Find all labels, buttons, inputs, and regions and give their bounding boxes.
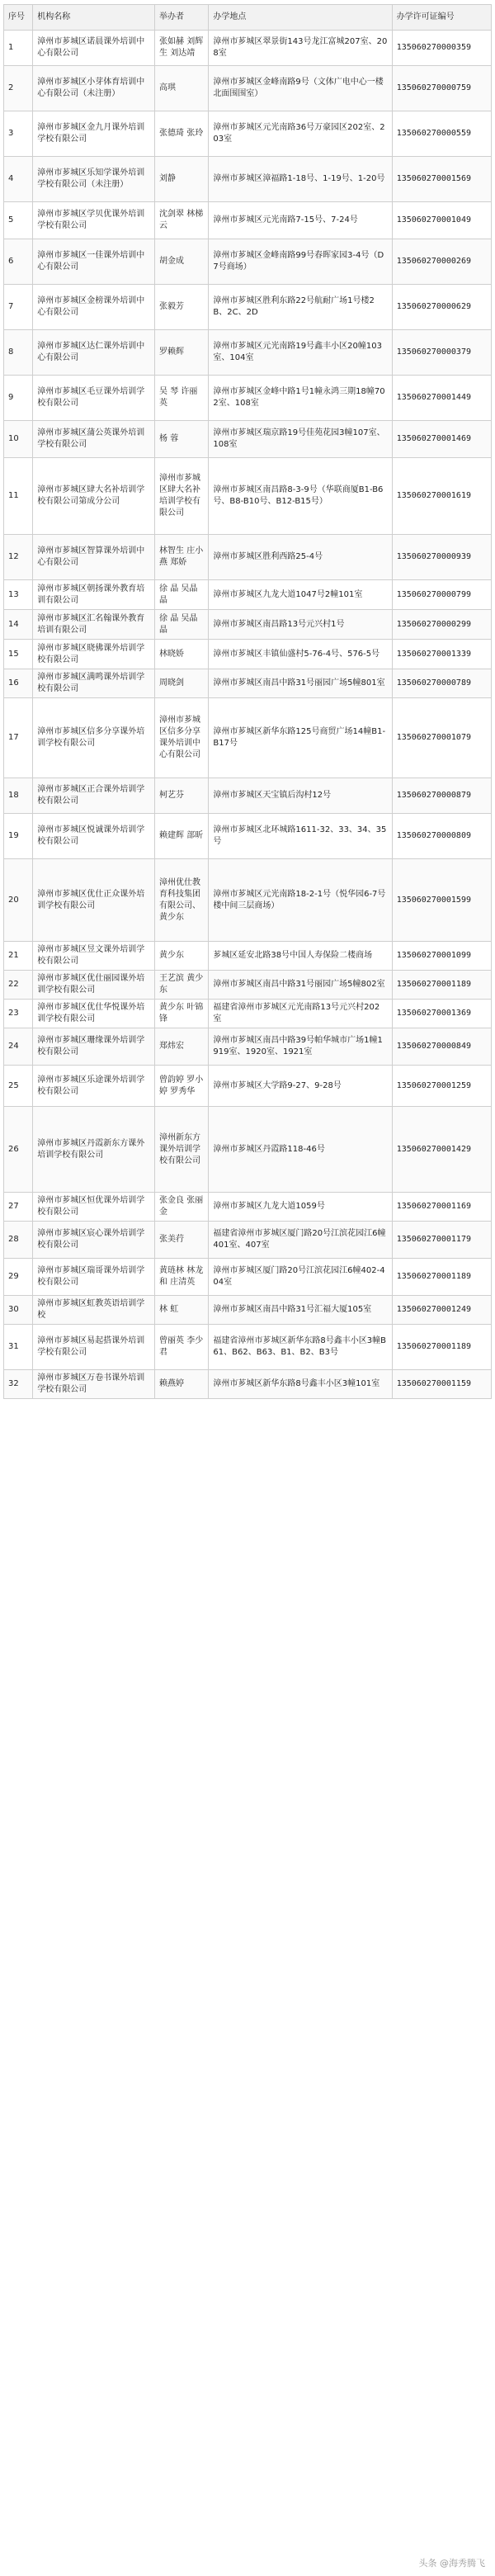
- row-sponsor: 漳州市芗城区信多分享课外培训中心有限公司: [155, 698, 209, 778]
- row-index: 23: [4, 1000, 33, 1028]
- row-sponsor: 周晓剑: [155, 669, 209, 698]
- row-org-name: 漳州市芗城区正合课外培训学校有限公司: [33, 778, 155, 814]
- header-address: 办学地点: [209, 5, 392, 31]
- row-sponsor: 漳州市芗城区肆大名补培训学校有限公司: [155, 458, 209, 535]
- row-address: 漳州市芗城区南昌路8-3-9号（华联商厦B1-B6号、B8-B10号、B12-B15号）: [209, 458, 392, 535]
- row-license-no: 135060270000629: [392, 285, 491, 330]
- row-sponsor: 林 虹: [155, 1296, 209, 1325]
- table-row: [4, 1028, 492, 1066]
- row-index: 12: [4, 535, 33, 580]
- row-license-no: 135060270000879: [392, 778, 491, 814]
- row-sponsor: 高琪: [155, 66, 209, 111]
- row-license-no: 135060270001249: [392, 1296, 491, 1325]
- header-sponsor: 举办者: [155, 5, 209, 31]
- row-index: 14: [4, 610, 33, 640]
- row-license-no: 135060270001179: [392, 1222, 491, 1259]
- row-license-no: 135060270001079: [392, 698, 491, 778]
- table-row: [4, 698, 492, 778]
- row-license-no: 135060270001469: [392, 421, 491, 458]
- row-org-name: 漳州市芗城区瑞哥课外培训学校有限公司: [33, 1259, 155, 1296]
- table-row: [4, 1259, 492, 1296]
- row-license-no: 135060270001099: [392, 942, 491, 971]
- row-license-no: 135060270000299: [392, 610, 491, 640]
- row-index: 27: [4, 1193, 33, 1222]
- row-address: 漳州市芗城区元光南路36号万豪园区202室、203室: [209, 111, 392, 157]
- row-address: 漳州市芗城区南昌中路31号汇福大厦105室: [209, 1296, 392, 1325]
- row-org-name: 漳州市芗城区优仕丽园课外培训学校有限公司: [33, 971, 155, 1000]
- row-org-name: 漳州市芗城区悦诚课外培训学校有限公司: [33, 814, 155, 859]
- table-row: [4, 1325, 492, 1370]
- row-license-no: 135060270000379: [392, 330, 491, 376]
- row-address: 福建省漳州市芗城区厦门路20号江滨花园江6幢401室、407室: [209, 1222, 392, 1259]
- table-row: [4, 778, 492, 814]
- table-body: [4, 31, 492, 1399]
- row-index: 6: [4, 239, 33, 285]
- row-org-name: 漳州市芗城区虹教英语培训学校: [33, 1296, 155, 1325]
- table-row: [4, 971, 492, 1000]
- row-address: 漳州市芗城区金峰南路9号（文体广电中心一楼北面围围室）: [209, 66, 392, 111]
- table-row: [4, 31, 492, 66]
- row-org-name: 漳州市芗城区宸心课外培训学校有限公司: [33, 1222, 155, 1259]
- row-index: 30: [4, 1296, 33, 1325]
- row-index: 31: [4, 1325, 33, 1370]
- row-address: 漳州市芗城区九龙大道1047号2幢101室: [209, 580, 392, 610]
- row-license-no: 135060270001189: [392, 1325, 491, 1370]
- row-license-no: 135060270000789: [392, 669, 491, 698]
- row-index: 9: [4, 376, 33, 421]
- row-address: 漳州市芗城区元光南路18-2-1号（悦华园6-7号楼中间三层商场）: [209, 859, 392, 942]
- row-org-name: 漳州市芗城区满鸣课外培训学校有限公司: [33, 669, 155, 698]
- row-sponsor: 沈剑翠 林梯云: [155, 202, 209, 239]
- row-address: 漳州市芗城区元光南路19号鑫丰小区20幢103室、104室: [209, 330, 392, 376]
- row-index: 8: [4, 330, 33, 376]
- row-sponsor: 杨 蓉: [155, 421, 209, 458]
- school-license-table: [3, 4, 492, 1399]
- row-sponsor: 曾韵婷 罗小婷 罗秀华: [155, 1066, 209, 1107]
- row-address: 漳州市芗城区元光南路7-15号、7-24号: [209, 202, 392, 239]
- row-sponsor: 徐 晶 吴晶晶: [155, 580, 209, 610]
- table-row: [4, 458, 492, 535]
- row-license-no: 135060270000809: [392, 814, 491, 859]
- table-row: [4, 814, 492, 859]
- row-sponsor: 曾丽英 李少君: [155, 1325, 209, 1370]
- row-org-name: 漳州市芗城区小芽体育培训中心有限公司（未注册）: [33, 66, 155, 111]
- table-row: [4, 376, 492, 421]
- table-row: [4, 1107, 492, 1193]
- row-address: 漳州市芗城区金峰中路1号1幢永鸿三期18幢702室、108室: [209, 376, 392, 421]
- row-address: 漳州市芗城区丹霞路118-46号: [209, 1107, 392, 1193]
- row-sponsor: 张美荇: [155, 1222, 209, 1259]
- table-row: [4, 111, 492, 157]
- row-org-name: 漳州市芗城区乐途课外培训学校有限公司: [33, 1066, 155, 1107]
- row-license-no: 135060270001189: [392, 1259, 491, 1296]
- row-sponsor: 林智生 庄小燕 郑娇: [155, 535, 209, 580]
- row-license-no: 135060270000849: [392, 1028, 491, 1066]
- watermark: 头条 @海秀腾飞: [418, 2558, 485, 2569]
- row-index: 11: [4, 458, 33, 535]
- row-address: 漳州市芗城区南昌中路31号丽园广场5幢801室: [209, 669, 392, 698]
- table-row: [4, 1222, 492, 1259]
- row-address: 漳州市芗城区瑞京路19号佳苑花园3幢107室、108室: [209, 421, 392, 458]
- row-sponsor: 张毅芳: [155, 285, 209, 330]
- row-org-name: 漳州市芗城区恒优课外培训学校有限公司: [33, 1193, 155, 1222]
- row-org-name: 漳州市芗城区学贝优课外培训学校有限公司: [33, 202, 155, 239]
- row-org-name: 漳州市芗城区智算课外培训中心有限公司: [33, 535, 155, 580]
- row-org-name: 漳州市芗城区朝扬课外教育培训有限公司: [33, 580, 155, 610]
- row-address: 漳州市芗城区丰镇仙盛村5-76-4号、576-5号: [209, 640, 392, 669]
- header-license-no: 办学许可证编号: [392, 5, 491, 31]
- row-org-name: 漳州市芗城区易起搭课外培训学校有限公司: [33, 1325, 155, 1370]
- row-org-name: 漳州市芗城区金九月课外培训学校有限公司: [33, 111, 155, 157]
- row-index: 21: [4, 942, 33, 971]
- row-license-no: 135060270000559: [392, 111, 491, 157]
- table-row: [4, 202, 492, 239]
- table-row: [4, 1370, 492, 1399]
- row-license-no: 135060270001619: [392, 458, 491, 535]
- row-index: 24: [4, 1028, 33, 1066]
- row-index: 3: [4, 111, 33, 157]
- row-org-name: 漳州市芗城区昱文课外培训学校有限公司: [33, 942, 155, 971]
- row-sponsor: 郑炜宏: [155, 1028, 209, 1066]
- row-license-no: 135060270001259: [392, 1066, 491, 1107]
- row-index: 2: [4, 66, 33, 111]
- row-sponsor: 张德琦 张玲: [155, 111, 209, 157]
- row-sponsor: 柯艺芬: [155, 778, 209, 814]
- table-row: [4, 285, 492, 330]
- table-row: [4, 1193, 492, 1222]
- row-sponsor: 漳州优仕教育科技集团有限公司、黄少东: [155, 859, 209, 942]
- row-address: 漳州市芗城区南昌中路31号丽园广场5幢802室: [209, 971, 392, 1000]
- row-index: 17: [4, 698, 33, 778]
- row-address: 漳州市芗城区九龙大道1059号: [209, 1193, 392, 1222]
- row-address: 漳州市芗城区漳福路1-18号、1-19号、1-20号: [209, 157, 392, 202]
- row-index: 1: [4, 31, 33, 66]
- table-header-row: [4, 5, 492, 31]
- row-address: 漳州市芗城区新华东路8号鑫丰小区3幢101室: [209, 1370, 392, 1399]
- row-org-name: 漳州市芗城区优仕华悦课外培训学校有限公司: [33, 1000, 155, 1028]
- row-license-no: 135060270001599: [392, 859, 491, 942]
- row-license-no: 135060270001049: [392, 202, 491, 239]
- row-index: 25: [4, 1066, 33, 1107]
- row-org-name: 漳州市芗城区优仕正众课外培训学校有限公司: [33, 859, 155, 942]
- row-address: 漳州市芗城区南昌中路39号帕华城市广场1幢1919室、1920室、1921室: [209, 1028, 392, 1066]
- row-index: 29: [4, 1259, 33, 1296]
- table-row: [4, 330, 492, 376]
- row-address: 漳州市芗城区金峰南路99号春晖家园3-4号（D7号商场）: [209, 239, 392, 285]
- row-address: 漳州市芗城区厦门路20号江滨花园江6幢402-404室: [209, 1259, 392, 1296]
- table-row: [4, 1000, 492, 1028]
- row-sponsor: 张金良 张丽金: [155, 1193, 209, 1222]
- row-index: 28: [4, 1222, 33, 1259]
- row-sponsor: 黄少东 叶锦锋: [155, 1000, 209, 1028]
- row-org-name: 漳州市芗城区信多分享课外培训学校有限公司: [33, 698, 155, 778]
- row-address: 漳州市芗城区胜利西路25-4号: [209, 535, 392, 580]
- row-license-no: 135060270001429: [392, 1107, 491, 1193]
- table-row: [4, 610, 492, 640]
- header-org-name: 机构名称: [33, 5, 155, 31]
- table-row: [4, 859, 492, 942]
- row-index: 10: [4, 421, 33, 458]
- row-org-name: 漳州市芗城区毛豆课外培训学校有限公司: [33, 376, 155, 421]
- row-org-name: 漳州市芗城区金榜课外培训中心有限公司: [33, 285, 155, 330]
- row-org-name: 漳州市芗城区一佳课外培训中心有限公司: [33, 239, 155, 285]
- table-row: [4, 535, 492, 580]
- row-address: 漳州市芗城区大学路9-27、9-28号: [209, 1066, 392, 1107]
- row-address: 漳州市芗城区胜利东路22号航耐广场1号楼2B、2C、2D: [209, 285, 392, 330]
- row-address: 漳州市芗城区新华东路125号商贸广场14幢B1-B17号: [209, 698, 392, 778]
- row-index: 5: [4, 202, 33, 239]
- row-org-name: 漳州市芗城区达仁课外培训中心有限公司: [33, 330, 155, 376]
- row-index: 16: [4, 669, 33, 698]
- row-address: 芗城区延安北路38号中国人寿保险二楼商场: [209, 942, 392, 971]
- row-license-no: 135060270001449: [392, 376, 491, 421]
- row-org-name: 漳州市芗城区肆大名补培训学校有限公司第成分公司: [33, 458, 155, 535]
- row-index: 19: [4, 814, 33, 859]
- table-row: [4, 1066, 492, 1107]
- row-sponsor: 刘静: [155, 157, 209, 202]
- table-row: [4, 239, 492, 285]
- row-org-name: 漳州市芗城区乐知学课外培训学校有限公司（未注册）: [33, 157, 155, 202]
- row-sponsor: 罗赖辉: [155, 330, 209, 376]
- row-sponsor: 漳州新东方课外培训学校有限公司: [155, 1107, 209, 1193]
- row-sponsor: 徐 晶 吴晶晶: [155, 610, 209, 640]
- row-address: 福建省漳州市芗城区元光南路13号元兴村202室: [209, 1000, 392, 1028]
- row-license-no: 135060270001169: [392, 1193, 491, 1222]
- table-row: [4, 640, 492, 669]
- row-license-no: 135060270000939: [392, 535, 491, 580]
- row-sponsor: 胡金成: [155, 239, 209, 285]
- row-org-name: 漳州市芗城区珊缘课外培训学校有限公司: [33, 1028, 155, 1066]
- row-address: 漳州市芗城区天宝镇后沟村12号: [209, 778, 392, 814]
- row-org-name: 漳州市芗城区丹霞新东方课外培训学校有限公司: [33, 1107, 155, 1193]
- row-sponsor: 吴 琴 许丽英: [155, 376, 209, 421]
- row-license-no: 135060270001369: [392, 1000, 491, 1028]
- row-sponsor: 赖建辉 部昕: [155, 814, 209, 859]
- header-index: 序号: [4, 5, 33, 31]
- row-index: 13: [4, 580, 33, 610]
- table-row: [4, 157, 492, 202]
- row-address: 漳州市芗城区北环城路1611-32、33、34、35号: [209, 814, 392, 859]
- row-org-name: 漳州市芗城区晓佛课外培训学校有限公司: [33, 640, 155, 669]
- row-license-no: 135060270000799: [392, 580, 491, 610]
- row-index: 7: [4, 285, 33, 330]
- row-address: 福建省漳州市芗城区新华东路8号鑫丰小区3幢B61、B62、B63、B1、B2、B3号: [209, 1325, 392, 1370]
- row-sponsor: 黄琏林 林龙和 庄清英: [155, 1259, 209, 1296]
- row-index: 26: [4, 1107, 33, 1193]
- row-org-name: 漳州市芗城区诺晨课外培训中心有限公司: [33, 31, 155, 66]
- table-row: [4, 580, 492, 610]
- table-row: [4, 1296, 492, 1325]
- row-license-no: 135060270001339: [392, 640, 491, 669]
- table-row: [4, 66, 492, 111]
- row-sponsor: 林晓娇: [155, 640, 209, 669]
- row-license-no: 135060270000359: [392, 31, 491, 66]
- row-index: 32: [4, 1370, 33, 1399]
- row-sponsor: 王艺滨 黄少东: [155, 971, 209, 1000]
- row-license-no: 135060270000759: [392, 66, 491, 111]
- row-index: 4: [4, 157, 33, 202]
- row-license-no: 135060270001569: [392, 157, 491, 202]
- row-sponsor: 黄少东: [155, 942, 209, 971]
- table-row: [4, 669, 492, 698]
- row-sponsor: 张如赫 刘辉生 刘达靖: [155, 31, 209, 66]
- row-license-no: 135060270000269: [392, 239, 491, 285]
- row-index: 15: [4, 640, 33, 669]
- row-org-name: 漳州市芗城区万卷书课外培训学校有限公司: [33, 1370, 155, 1399]
- row-org-name: 漳州市芗城区汇名翰课外教育培训有限公司: [33, 610, 155, 640]
- row-address: 漳州市芗城区南昌路13号元兴村1号: [209, 610, 392, 640]
- row-index: 20: [4, 859, 33, 942]
- row-index: 22: [4, 971, 33, 1000]
- row-address: 漳州市芗城区翠景街143号龙江富城207室、208室: [209, 31, 392, 66]
- row-license-no: 135060270001189: [392, 971, 491, 1000]
- row-org-name: 漳州市芗城区蒲公英课外培训学校有限公司: [33, 421, 155, 458]
- row-license-no: 135060270001159: [392, 1370, 491, 1399]
- row-index: 18: [4, 778, 33, 814]
- row-sponsor: 赖燕婷: [155, 1370, 209, 1399]
- table-row: [4, 421, 492, 458]
- table-row: [4, 942, 492, 971]
